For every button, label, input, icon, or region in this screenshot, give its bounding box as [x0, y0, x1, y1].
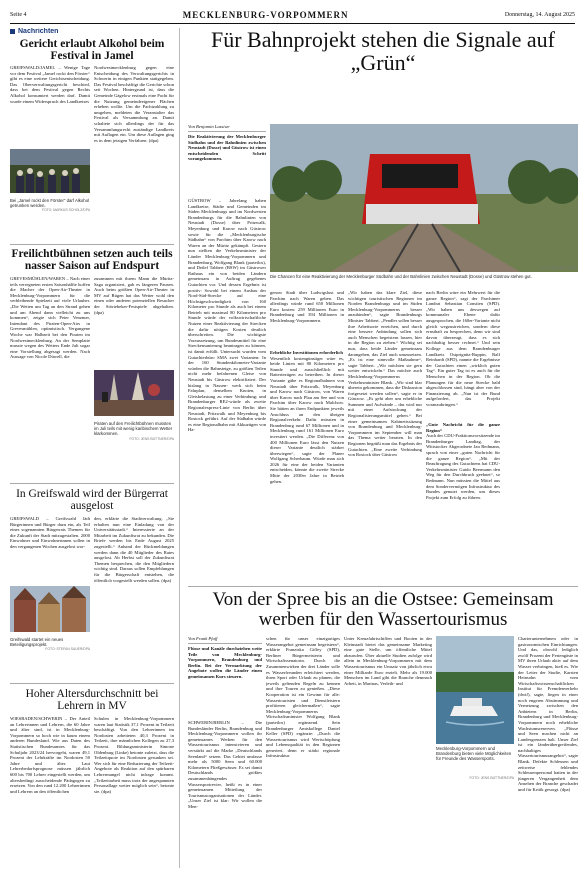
section-title: MECKLENBURG-VORPOMMERN: [182, 10, 349, 20]
rail-lead: Die Reaktivierung der Mecklenburger Südbahn und der Bahnlinien zwischen Neustadt (Dosse) und Güstrow ist einen entscheidenden Schritt vorangekommen.: [188, 134, 266, 162]
water-text-2: SCHWERIN/BERLIN – Die Bundesländer Berlin, Brandenburg und Mecklenburg-Vorpommern wollen ihr gemeinsames Werben für den Wassertourismus intensivieren und verstärkt auf die Marke „Deutschlands Seenland“ setzen. Das Gebiet umfasse mehr als 5000 Seen und 60.000 Kilometern Fließgewässer. Es sei damit Deutschlands größtes zusammenhängendes Wassersportrevier, heißt es in einer gemeinsamen Mitteilung der Tourismusorganisationen der Länder. „Unser Ziel ist klar: Wir wollen die Men-: [188, 720, 262, 809]
water-byline: Von Frank Pfaff: [188, 636, 218, 641]
news-column: [10, 28, 174, 868]
rail-text-4: nach Berlin wäre ein Mehrwert für die ganze Region“, sagt der Parchimer Landrat Sebastian Constien (SPD). „Wir haben uns deswegen auf kommunaler Ebene dafür ausgesprochen, die 160er-Variante nicht gleich wegzustreichen, sondern diese ernsthaft zu besprechen, denn wir sind davon überzeugt, dass es sich nachhaltig besser rechnet.“ Und sein Kollege aus dem Brandenburger Landkreis Ostprignitz-Ruppin, Ralf Reinhardt (SPD), nannte die Ergebnisse der Gutachten einen „wirklich guten Tag“. Ein guter Tag ist es auch für die Menschen in der Region. Ob die Planungen für die neue Strecke bald abgeschlossen sind, hängt aber von der Finanzierung ab. „Nun ist der Bund aufgefordert, das Projekt voranzubringen.“: [426, 290, 500, 407]
boat-credit: FOTO: JENS BÜTTNER/DPA: [469, 776, 514, 780]
water-column-5: [518, 636, 578, 868]
page-number: Seite 4: [10, 12, 27, 18]
pirates-credit: FOTO: JENS BÜTTNER/DPA: [129, 436, 174, 441]
rail-headline: Für Bahnprojekt stehen die Signale auf „Grün“: [211, 27, 555, 75]
rail-text-3: „Wir haben das klare Ziel, diese wichtigen touristischen Regionen im Norden Brandenburgs und im Süden Mecklenburg-Vorpommerns besser anzubinden“, sagte Brandenburgs Minister Tabbert. „Pendler sollen besser ihre Arbeitsorte erreichen, und durch eine bessere Anbindung sollen sich auch Menschen begeistern lassen, hier in die Region zu ziehen.“ Wichtig sei nun, dass beide Länder gemeinsam darangehen, das Ziel auch umzusetzen. „Es ist eine sinnvolle Maßnahme“, sagte Tabbert. „Wir möchten sie gern weiter entwickeln.“ Das möchte auch Mecklenburg-Vorpommerns Verkehrsminister Blank. „Wir sind klar überein gekommen, dass die Diskussion fortgesetzt werden sollen“, sagte er in Güstrow. „Es geht aber um erhebliche Summen und Aufwände – das wird nur mit einer Aufstockung der Regionalisierungsmittel gehen.“ Bei einer gemeinsamen Kabinettssitzung von Brandenburg und Mecklenburg-Vorpommern im September will man das Thema weiter beraten. In den Regionen begrüßt man das Ergebnis der Gutachten. „Eine zweite Verbindung von Rostock über Güstrow: [348, 290, 422, 458]
water-column-3: [266, 636, 340, 868]
teachers-headline: Hoher Altersdurchschnitt bei Lehrern in MV: [25, 688, 159, 712]
water-text-3: schen für unser einzigartiges Wasserangebot gemeinsam begeistern“, erklärte Franziska Giffey (SPD), Berliner Bürgermeisterin und Wirtschaftssenatorin. Durch die Zusammenwirken der drei Länder solle es Wasserfreunden erleichtert werden, ihren Sport oder Urlaub zu planen, die jeweils geltenden Regeln zu kennen und ihre Touren zu genießen. „Diese Kooperation ist ein Gewinn für alle: Wassertouristen und Dienstleistern profitieren gleichermaßen“, sagte Mecklenburg-Vorpommerns Wirtschaftsminister Wolfgang Blank (parteilos) ergänzend. Sein Brandenburger Amtskollege Daniel Keller (SPD) ergänzte: „Durch die Wassertourismus wird Wertschöpfung und Lebensqualität in den Regionen generiert, denn er stärkt regionale Infrastruktur.: [266, 636, 340, 759]
greifswald-headline: In Greifswald wird der Bürgerrat ausgelost: [16, 488, 168, 512]
rail-subhead-2: „Gute Nachricht für die ganze Region“: [426, 422, 500, 433]
festival-credit: FOTO: MARKUS SCHOLZ/DPA: [41, 208, 90, 213]
openair-headline: Freilichtbühnen setzen auch teils nasser Saison auf Endspurt: [11, 248, 173, 272]
pirates-caption: Piraten auf den Freilichtbühnen mussten im Juli teils mit wenig karibischem Wetter klarkommen.: [94, 421, 173, 437]
water-column-4: [344, 636, 432, 868]
water-lead: Flüsse und Kanäle durchziehen weite Teile von Mecklenburg-Vorpommern, Brandenburg und Berlin. Bei der Vermarktung der Angebote wollen die Länder einen gemeinsamen Kurs steuern.: [188, 646, 262, 679]
rail-column-2: [270, 290, 344, 582]
rail-column-3: [348, 290, 422, 582]
rail-text-2b: Wesentlich kostengünstiger wäre es, beide Linien mit 80 Kilometern pro Stunde und ausschließlich mit Batteriezügen zu betreiben. In dieser Variante gäbe es Regionalbahnen von Neustadt über Pritzwalk, Meyenburg und Karow nach Güstrow, von Waren über Karow nach Plau am See und von Parchim über Karow nach Malchow. Sie hätten an ihren Endpunkten jeweils Anschluss an den übrigen Regionalverkehr. Dafür müssten in Brandenburg rund 67 Millionen und in Mecklenburg rund 161 Millionen Euro investiert werden. „Die Differenz von 400 Millionen Euro lässt den Nutzen dieser Variante deutlich stärker überwiegen“, sagte der Planer Wolfgang Scherbaum. Würde man sich 2026 für eine der beiden Varianten entscheiden, könnte die zweite Strecke Mitte der 2030er Jahre in Betrieb gehen.: [270, 355, 344, 484]
rail-text-2: genow Stadt über Ludwigslust und Parchim nach Waren geben. Das allerdings würde rund 650 Millionen Euro kosten: 259 Millionen Euro in Brandenburg und 394 Millionen in Mecklenburg-Vorpommern.: [270, 290, 344, 323]
festival-photo: [10, 149, 90, 193]
alcohol-text-1: GREIFSWALD/JAMEL – Wenige Tage vor dem Festival „Jamel rockt den Förster“ gibt es eine weitere Gerichtsentscheidung. Das Oberverwaltungsgericht beschied, dass bei dem Festival gegen Rechts Alkohol konsumiert werden darf. Damit wurde einem Widerspruch des Landkreises: [10, 65, 90, 104]
greifswald-text-2: den, erklärte die Stadtverwaltung. „Sie erhalten nun eine Einladung von der Universitätsstadt.“ Interessierte an der Mitarbeit im Zukunftsrat zu bekunden. Die Briefe werden bis Ende August 2025 zugestellt.“ Anhand der Rückmeldungen werden dann die 40 Mitglieder des Rates ausgelost. Ab Herbst soll der Zukunftsrat Themen besprechen, die den Mitgliedern wichtig sind. Daraus sollen Empfehlungen für die Bürgerschaft entstehen, die öffentlich vorgestellt werden sollen. (dpa): [94, 516, 174, 583]
water-text-4: Unter Kreuzfahrtschiffen und Booten in der Kleinstadt bietet das gemeinsame Marketing eine gute Stelle, um öffentliche Mittel abzurufen. Über aktuelle Studien zufolge wird allein in Mecklenburg-Vorpommern mit dem Wassertourismus ein Umsatz von jährlich etwa einer Milliarde Euro erzielt. Mehr als 19.000 Menschen im Land gibt die Branche demnach Arbeit, in Marinas, Verleih- und: [344, 636, 432, 686]
news-label: Nachrichten: [10, 28, 174, 35]
teachers-text-2: Schulen in Mecklenburg-Vorpommern waren laut Statistik 37,1 Prozent in Teilzeit beschäftigt. Von den Lehrerinnen im Nordosten arbeiteten 40,3 Prozent in Teilzeit, ihre männlichen Kollegen zu 27,3 Prozent. Bildungsministerin Simone Oldenburg (Linke) betonte zuletzt, dass die Teilzeitquote im Nordosten gesunken sei. Wer sich für eine Reduzierung der Teilzeit-Angebote als Reaktion auf den spürbaren Lehrermangel nicht infrage kommt. „Teilzeitarbeit muss trotz der angespannten Personallage weiter möglich sein“, betonte sie. (dpa): [94, 716, 174, 794]
openair-text-2: zusammen mit ihrem Mann die Müritz-Saga organisiert, gab es längeren Pausen. Auch beim größten Open-Air-Theater in MV auf Rügen hat das Wetter wohl den einen oder anderen potenziellen Besucher der Störtebeker-Festspiele abgehalten. (dpa): [94, 276, 174, 315]
festival-caption: Bei „Jamel rockt den Förster“ darf Alkohol getrunken werden.: [10, 198, 90, 209]
square-icon: [10, 29, 15, 34]
issue-date: Donnerstag, 14. August 2025: [504, 12, 575, 18]
greifswald-text-1: GREIFSWALD – Greifswald lädt Bürgerinnen und Bürger dazu ein, als Teil eines sogenannten Bürgerrats Themen für die Zukunft der Stadt mitzugestalten. 2000 Einwohner und Einwohnerinnen sollen in den vergangenen Wochen ausgelost wor-: [10, 516, 90, 549]
header-rule: [10, 23, 575, 24]
boat-caption: Mecklenburg-Vorpommern und Brandenburg bieten viele Möglichkeiten für Freunde des Wassersports.: [436, 746, 512, 762]
alcohol-text-2: Nordwestmecklenburg gegen eine Entscheidung des Verwaltungsgerichts in Schwerin in einigen Punkten stattgegeben. Das Festival beschäftigt die Gerichte schon seit Wochen. Hintergrund ist, dass die Gemeinde Gägelow erstmals eine Pacht für die Nutzung gemeindeeigener Flächen erheben wollte. Um die Pachtzahlung zu umgehen, meldeten die Veranstalter das Festival als Versammlung an. Damit schaltete sich allerdings der für das Versammlungsrecht zuständige Landkreis mit Auflagen ein. Um diese Auflagen ging es in dem jetzigen Verfahren. (dpa): [94, 65, 174, 143]
water-column-2: [188, 720, 262, 868]
water-headline: Von der Spree bis an die Ostsee: Gemeinsam werben für den Wassertourismus: [212, 589, 554, 630]
rail-column-1: [188, 124, 266, 580]
train-photo: [270, 124, 578, 272]
page-header: [10, 8, 575, 22]
water-text-5: Charterunternehmen oder in gastronomischen Einrichtungen. Und das, obwohl lediglich zwölf Prozent der Feriengäste in MV ihren Urlaub aktiv auf dem Wasser verbringen, hieß es. Wie der Leiter der Studie, Karsten Heinsohn vom Wirtschaftswissenschaftlichen Institut für Fremdenverkehr (dwif), sagte, liegen in einer noch engeren Abstimmung und Vernetzung zwischen den Anbietern in Berlin, Brandenburg und Mecklenburg-Vorpommern noch erhebliche Wachstumsreserven. „Flüsse und Seen machen nicht an Landesgrenzen halt. Unser Ziel ist ein länderübergreifendes, nachhaltiges Wassertourismusangebot“, sagte Blank. Defekte Schleusen und zeitweise fehlendes Schleusenpersonal hatten in der jüngeren Vergangenheit dem Ansehen der Branche geschadet und für Kritik gesorgt. (dpa): [518, 636, 578, 793]
alcohol-headline: Gericht erlaubt Alkohol beim Festival in Jamel: [19, 38, 165, 62]
rail-text-4b: Auch der CDU-Fraktionsvorsitzende im Brandenburger Landtag, der Wittstocker Abgeordnete Jan Redmann, sprach von einer „guten Nachricht für die ganze Region“. „Mit der Beauftragung des Gutachtens hat CDU-Verkehrsminister Guido Beermann den Weg für den Durchbruch geebnet“, so Redmann. Nun müssten die Mittel aus dem Sondervermögen Infrastruktur des Bundes genutzt werden, um dieses Projekt zum Erfolg zu führen.: [426, 433, 500, 500]
greifswald-credit: FOTO: STEFAN SAUER/DPA: [45, 647, 90, 652]
rail-text-1: GÜSTROW – Jahrelang haben Landkreise, Städte und Gemeinden im Süden Mecklenburgs und im Nordwesten Brandenburgs für die Bahnlinien von Neustadt (Dosse) über Pritzwalk, Meyenburg und Karow nach Güstrow sowie für die „Mecklenburgische Südbahn“ von Parchim über Karow nach Waren an der Müritz gekämpft. Gestern nun stellten die Verkehrsminister der Länder Mecklenburg-Vorpommern und Brandenburg, Wolfgang Blank (parteilos), und Detlef Tabbert (BSW) im Güstrower Rathaus ein von beiden Ländern gemeinsam in Auftrag gegebenes Gutachten vor. Und dessen Ergebnis ist positiv: Sowohl bei einem Ausbau der Nord-Süd-Strecke auf eine Höchstgeschwindigkeit von 160 Kilometer pro Stunde als auch bei einem Betrieb mit maximal 80 Kilometern pro Stunde würde der volkswirtschaftliche Nutzen einer Reaktivierung der Strecken die dafür nötigen Kosten deutlich überschreiten. Die wichtigste Voraussetzung, um Bundesmittel für eine Streckensanierung beantragen zu können, ist damit erfüllt. Untersucht wurden vom Gutachterbüro SMA zwei Varianten: In der 160 Stundenkilometer-Variante würden die Bahnsteige, zu größten Teilen nicht mehr befahrenen Gleise von Neustadt bis Güstrow elektrifiziert. Der bislang in Nassen- werk sich beim Fahrplan, denselben Knoten, in Gleisbelastung zu einer Verbindung; und Brandenburger RE2-würde als zweite Regionalexpress-Linie von Berlin über Neustadt, Pritzwalk und Meyenburg bis Rostock geführt. Auf der Südbahn würde es eine Regionalbahn mit Akkuzügen von Ha-: [188, 198, 266, 433]
rail-subhead: Erhebliche Investitionen erforderlich: [270, 350, 343, 355]
train-caption: Die Chancen für eine Reaktivierung der Mecklenburger Südbahn und der Bahnlinien zwischen Neustadt (Dosse) und Güstrow stehen gut.: [270, 274, 532, 279]
openair-text-1: GREVESMÜHLEN/WAREN – Nach einer teils verregneten ersten Saisonhälfte hoffen die Macher der Open-Air-Theater in Mecklenburg-Vorpommern für die verbleibende Spielzeit auf viele Urlauber. „Die Wetten um Tag an den Strand gehen und am Abend dann vielleicht zu uns kommen“, zeigte sich Peter Venzmer, Intendant des Piraten-Open-Airs in Grevesmühlen, optimistisch. Vergangene Woche war Halbzeit bei den Piraten im Nordwestmecklenburg. An der Semplatte musste wegen des Wetters Ende Juli sogar eine Vorstellung abgesagt werden. Nach Aussage von Nicole Düwell, die: [10, 276, 90, 360]
boat-photo: [436, 636, 514, 744]
rail-byline: Von Benjamin Lassiwe: [188, 124, 230, 129]
pirates-photo: [94, 370, 174, 416]
teachers-text-1: WIESBADEN/SCHWERIN – Der Anteil an Lehrerinnen und Lehrern, die 60 Jahre und älter sind, ist in Mecklenburg-Vorpommern so hoch wie in kaum einem anderen Bundesland. Wie aus Daten des Statistischen Bundesamtes für das Schuljahr 2023/24 hervorgeht, waren 49,1 Prozent der Lehrkräfte im Nordosten 50 Jahre und älter. Laut Lehrerbedarfsprognose müssen jährlich 600 bis 700 Lehrer eingestellt werden, um altersbedingt ausscheidende Pädagogen zu ersetzen. Von den rund 12.200 Lehrerinnen und Lehrern an den öffentlichen: [10, 716, 90, 794]
greifswald-caption: Greifswald startet ein neues Beteiligungsprojekt.: [10, 637, 64, 648]
rail-column-4: [426, 290, 576, 582]
train-credit: FOTO: JENS BÜTTNER: [539, 266, 576, 270]
greifswald-photo: [10, 586, 90, 632]
